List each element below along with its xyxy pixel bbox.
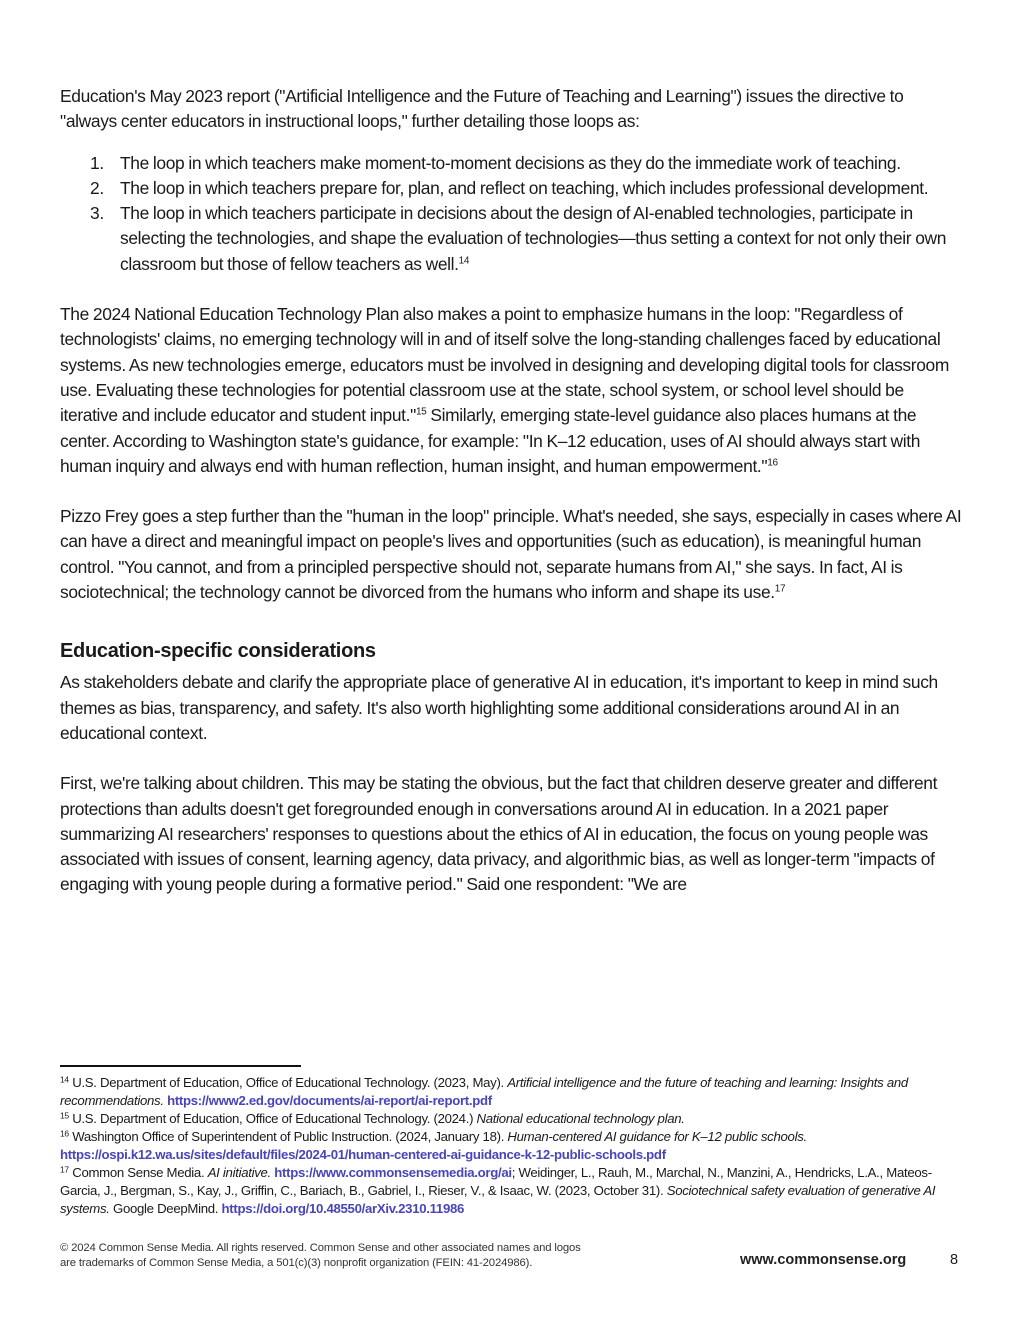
page-body (60, 84, 962, 898)
list-item-text: The loop in which teachers participate in decisions about the design of AI-enabled technologies, participate in selecting the technologies, and shape the evaluation of technologies—thus setting a context for not only their own classroom but those of fellow teachers as well. (120, 203, 947, 274)
footnote-ref-15[interactable]: 15 (415, 406, 427, 418)
footnote-14 (60, 1074, 962, 1110)
list-number: 3. (90, 203, 104, 224)
intro-paragraph: Education's May 2023 report ("Artificial Intelligence and the Future of Teaching and Learning") issues the directive to "always center educators in instructional loops," further detailing those loops as: (60, 86, 904, 132)
copyright-notice (60, 1241, 581, 1271)
footnote-16 (60, 1128, 962, 1164)
footnote-title: AI initiative. (207, 1165, 271, 1180)
footnote-doi-link[interactable]: https://doi.org/10.48550/arXiv.2310.11986 (221, 1201, 465, 1216)
netp-text-1: The 2024 National Education Technology Plan also makes a point to emphasize humans in the loop: "Regardless of technologists' claims, no emerging technology will in and of itself solve the long-standing challenges faced by educational systems. As new technologies emerge, educators must be involved in designing and developing digital tools for classroom use. Evaluating these technologies for potential classroom use at the state, school system, or school level should be iterative and include educator and student input." (60, 304, 949, 426)
copyright-line: are trademarks of Common Sense Media, a 501(c)(3) nonprofit organization (FEIN: 41-2024986). (60, 1257, 533, 1269)
footnote-link[interactable]: https://ospi.k12.wa.us/sites/default/files/2024-01/human-centered-ai-guidance-k-12-public-schools.pdf (60, 1147, 666, 1162)
pizzo-paragraph (60, 504, 962, 605)
footnote-link[interactable]: https://www2.ed.gov/documents/ai-report/ai-report.pdf (167, 1093, 492, 1108)
list-item-text: The loop in which teachers prepare for, plan, and reflect on teaching, which includes professional development. (120, 177, 929, 198)
footer-website-link[interactable]: www.commonsense.org (740, 1252, 907, 1268)
footnote-title: Sociotechnical safety evaluation of generative AI systems. (60, 1183, 936, 1216)
footnote-text: U.S. Department of Education, Office of Educational Technology. (2023, May). (68, 1075, 508, 1090)
footnote-ref-14[interactable]: 14 (458, 255, 470, 267)
pizzo-text: Pizzo Frey goes a step further than the "human in the loop" principle. What's needed, she says, especially in cases where AI can have a direct and meaningful impact on people's lives and opportunities (such as education), is meaningful human control. "You cannot, and from a principled perspective should not, separate humans from AI," she says. In fact, AI is sociotechnical; the technology cannot be divorced from the humans who inform and shape its use. (60, 506, 962, 603)
footnote-number: 15 (60, 1110, 69, 1121)
footnote-divider (60, 1065, 301, 1067)
section-heading: Education-specific considerations (60, 640, 376, 663)
footnote-number: 14 (60, 1074, 69, 1085)
footnote-text: ; Weidinger, L., Rauh, M., Marchal, N., Manzini, A., Hendricks, L.A., Mateos-Garcia, J., Bergman, S., Kay, J., Griffin, C., Bariach, B., Gabriel, I., Rieser, V., & Isaac, W. (2023, October 31). (60, 1165, 932, 1198)
netp-text-2: Similarly, emerging state-level guidance also places humans at the center. According to Washington state's guidance, for example: "In K–12 education, uses of AI should always start with human inquiry and always end with human reflection, human insight, and human empowerment." (60, 405, 921, 476)
footnote-number: 16 (60, 1128, 69, 1139)
list-item (90, 151, 962, 176)
footnote-title: Artificial intelligence and the future of teaching and learning: Insights and recommendations. (60, 1075, 908, 1108)
footnote-text: Common Sense Media. (68, 1165, 208, 1180)
children-paragraph: First, we're talking about children. This may be stating the obvious, but the fact that children deserve greater and different protections than adults doesn't get foregrounded enough in conversations around AI in education. In a 2021 paper summarizing AI researchers' responses to questions about the ethics of AI in education, the focus on young people was associated with issues of consent, learning agency, data privacy, and algorithmic bias, as well as longer-term "impacts of engaging with young people during a formative period." Said one respondent: "We are (60, 773, 938, 895)
page-number: 8 (950, 1252, 959, 1268)
footnote-text: U.S. Department of Education, Office of Educational Technology. (2024.) (68, 1111, 477, 1126)
list-item (90, 176, 962, 201)
list-item-text: The loop in which teachers make moment-to-moment decisions as they do the immediate work of teaching. (120, 152, 901, 173)
footnote-17 (60, 1164, 962, 1218)
list-number: 1. (90, 152, 104, 173)
considerations-paragraph: As stakeholders debate and clarify the appropriate place of generative AI in education, it's important to keep in mind such themes as bias, transparency, and safety. It's also worth highlighting some additional considerations around AI in an educational context. (60, 672, 938, 743)
footnote-title: National educational technology plan. (476, 1111, 685, 1126)
footnote-text: Washington Office of Superintendent of Public Instruction. (2024, January 18). (68, 1129, 508, 1144)
footnote-title: Human-centered AI guidance for K–12 public schools. (507, 1129, 807, 1144)
footnotes (60, 1074, 962, 1218)
footnote-text: Google DeepMind. (109, 1201, 222, 1216)
copyright-line: © 2024 Common Sense Media. All rights reserved. Common Sense and other associated names and logos (60, 1242, 581, 1254)
footnote-ref-16[interactable]: 16 (767, 457, 778, 469)
instructional-loops-list (60, 151, 962, 277)
list-number: 2. (90, 177, 104, 198)
list-item (90, 201, 962, 277)
netp-paragraph (60, 302, 962, 479)
footnote-link[interactable]: https://www.commonsensemedia.org/ai (274, 1165, 512, 1180)
footnote-number: 17 (60, 1164, 69, 1175)
footnote-ref-17[interactable]: 17 (774, 583, 786, 595)
footnote-15 (60, 1110, 962, 1128)
